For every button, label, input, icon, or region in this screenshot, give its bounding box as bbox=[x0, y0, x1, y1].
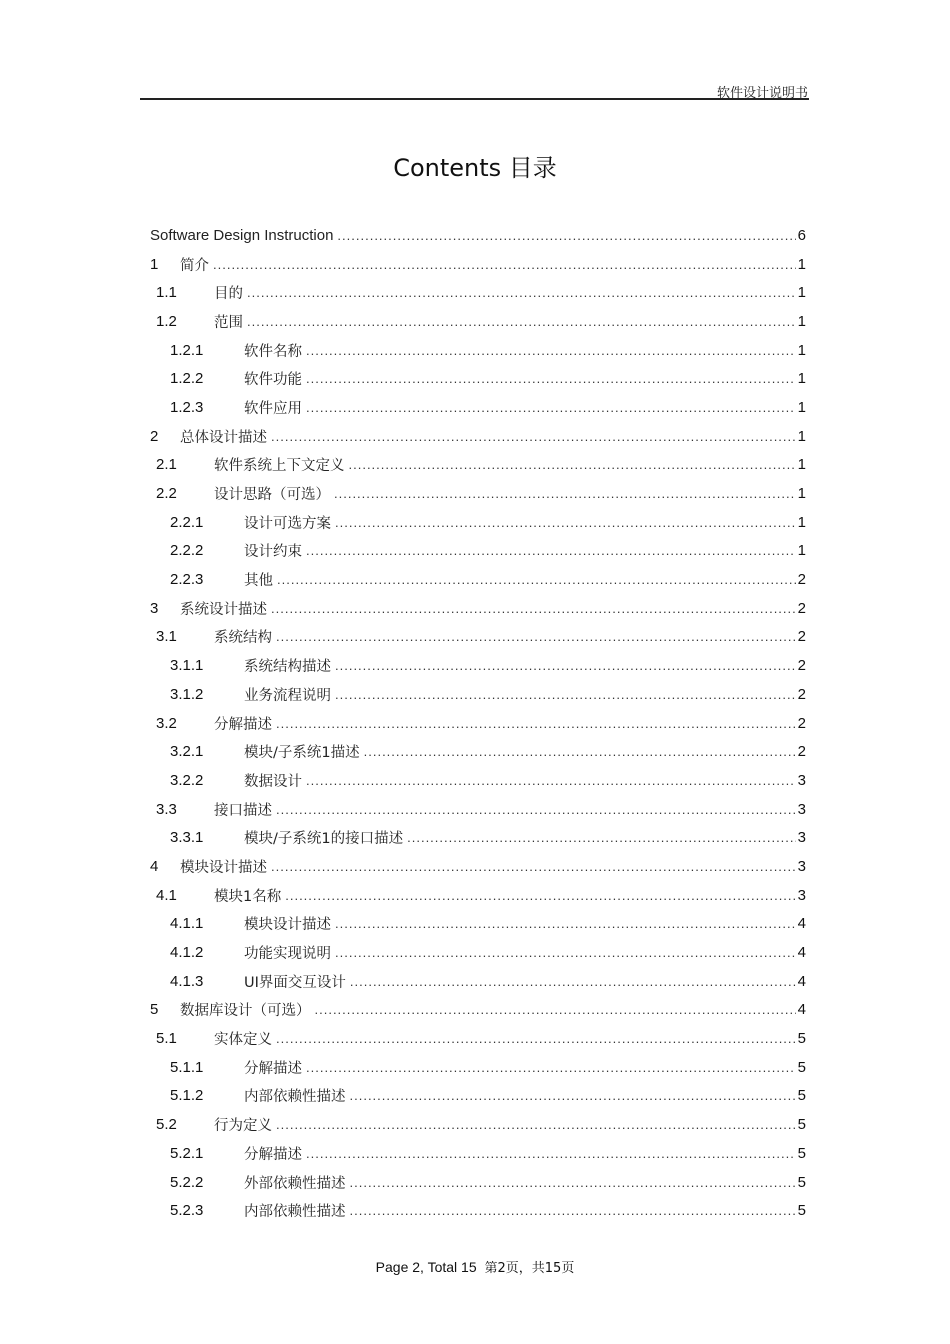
toc-entry-label: 接口描述 bbox=[214, 802, 272, 819]
toc-entry-page: 1 bbox=[797, 427, 806, 445]
toc-leader-dots bbox=[306, 1060, 796, 1075]
toc-leader-dots bbox=[271, 429, 796, 444]
toc-leader-dots bbox=[315, 1002, 796, 1017]
toc-entry-number: 3.3.1 bbox=[170, 829, 204, 847]
toc-entry-page: 4 bbox=[797, 1001, 806, 1019]
toc-leader-dots bbox=[364, 744, 796, 759]
toc-entry[interactable] bbox=[150, 766, 806, 795]
toc-entry[interactable] bbox=[150, 479, 806, 508]
toc-entry-page: 2 bbox=[797, 714, 806, 732]
toc-entry-label: 软件功能 bbox=[244, 372, 302, 389]
toc-entry-number: 5.2.3 bbox=[170, 1202, 204, 1220]
toc-entry-number: 2 bbox=[150, 427, 159, 445]
running-header: 软件设计说明书 bbox=[716, 86, 808, 101]
toc-entry-number: 3.2 bbox=[156, 714, 177, 732]
toc-entry-label: 内部依赖性描述 bbox=[244, 1089, 346, 1106]
toc-entry-number: 5.1.1 bbox=[170, 1058, 204, 1076]
toc-leader-dots bbox=[285, 888, 795, 903]
toc-entry-page: 1 bbox=[797, 485, 806, 503]
toc-entry-label: 模块设计描述 bbox=[180, 859, 267, 876]
toc-entry-label: 分解描述 bbox=[244, 1146, 302, 1163]
toc-leader-dots bbox=[306, 1146, 796, 1161]
toc-entry-label: 软件系统上下文定义 bbox=[214, 458, 345, 475]
toc-entry-label: 分解描述 bbox=[214, 716, 272, 733]
toc-entry-number: 5 bbox=[150, 1001, 159, 1019]
toc-leader-dots bbox=[247, 314, 796, 329]
toc-entry[interactable] bbox=[150, 250, 806, 279]
toc-entry-label: 系统结构描述 bbox=[244, 659, 331, 676]
toc-entry-label: 行为定义 bbox=[214, 1118, 272, 1135]
toc-entry-number: 2.2.3 bbox=[170, 571, 204, 589]
toc-leader-dots bbox=[350, 1175, 796, 1190]
toc-entry[interactable] bbox=[150, 278, 806, 307]
toc-entry-number: 5.2.2 bbox=[170, 1173, 204, 1191]
toc-leader-dots bbox=[247, 285, 796, 300]
toc-entry-page: 1 bbox=[797, 370, 806, 388]
toc-leader-dots bbox=[407, 830, 796, 845]
toc-entry[interactable] bbox=[150, 1082, 806, 1111]
toc-entry-label: 目的 bbox=[214, 286, 243, 303]
toc-leader-dots bbox=[335, 916, 796, 931]
toc-leader-dots bbox=[350, 1088, 796, 1103]
toc-leader-dots bbox=[306, 773, 796, 788]
toc-entry[interactable] bbox=[150, 364, 806, 393]
toc-entry-number: 5.2.1 bbox=[170, 1144, 204, 1162]
toc-entry-number: 3.1.2 bbox=[170, 685, 204, 703]
toc-entry-page: 2 bbox=[797, 685, 806, 703]
toc-entry[interactable] bbox=[150, 1168, 806, 1197]
toc-entry-number: 1.2.1 bbox=[170, 341, 204, 359]
toc-entry-number: 3 bbox=[150, 599, 159, 617]
toc-entry[interactable] bbox=[150, 680, 806, 709]
toc-entry-number: 1.2.3 bbox=[170, 398, 204, 416]
toc-leader-dots bbox=[335, 945, 796, 960]
toc-entry[interactable] bbox=[150, 393, 806, 422]
toc-entry-page: 3 bbox=[797, 886, 806, 904]
toc-leader-dots bbox=[306, 343, 796, 358]
toc-entry-number: 3.2.2 bbox=[170, 771, 204, 789]
toc-leader-dots bbox=[276, 802, 796, 817]
toc-entry-number: 1.1 bbox=[156, 284, 177, 302]
toc-entry-page: 5 bbox=[797, 1144, 806, 1162]
toc-entry-label: 模块设计描述 bbox=[244, 917, 331, 934]
toc-entry-label: 其他 bbox=[244, 573, 273, 590]
toc-entry[interactable] bbox=[150, 651, 806, 680]
toc-entry-number: 4.1.3 bbox=[170, 972, 204, 990]
toc-entry[interactable] bbox=[150, 451, 806, 480]
toc-leader-dots bbox=[276, 1117, 796, 1132]
toc-entry-number: 3.1 bbox=[156, 628, 177, 646]
toc-entry-page: 2 bbox=[797, 571, 806, 589]
toc-entry-label: 设计约束 bbox=[244, 544, 302, 561]
toc-entry-label: 数据设计 bbox=[244, 773, 302, 790]
toc-entry[interactable] bbox=[150, 565, 806, 594]
footer-page-cn: 第2页，共15页 bbox=[484, 1261, 575, 1276]
page-title: Contents 目录 bbox=[393, 154, 557, 182]
toc-entry[interactable] bbox=[150, 508, 806, 537]
toc-entry[interactable] bbox=[150, 1053, 806, 1082]
toc-entry[interactable] bbox=[150, 795, 806, 824]
toc-entry-label: 软件名称 bbox=[244, 343, 302, 360]
toc-entry[interactable] bbox=[150, 594, 806, 623]
toc-entry-page: 5 bbox=[797, 1058, 806, 1076]
toc-entry[interactable] bbox=[150, 307, 806, 336]
toc-entry-label: 模块/子系统1描述 bbox=[244, 745, 360, 762]
toc-entry[interactable] bbox=[150, 881, 806, 910]
toc-entry-label: 业务流程说明 bbox=[244, 687, 331, 704]
toc-leader-dots bbox=[334, 486, 796, 501]
footer-page-en: Page 2, Total 15 bbox=[375, 1259, 477, 1275]
toc-entry[interactable] bbox=[150, 422, 806, 451]
toc-entry-page: 2 bbox=[797, 657, 806, 675]
toc-entry-number: 3.1.1 bbox=[170, 657, 204, 675]
toc-entry[interactable] bbox=[150, 967, 806, 996]
toc-entry-page: 5 bbox=[797, 1173, 806, 1191]
toc-entry-number: 3.3 bbox=[156, 800, 177, 818]
toc-entry-label: UI界面交互设计 bbox=[244, 974, 346, 991]
toc-entry-page: 2 bbox=[797, 628, 806, 646]
toc-entry-label: 功能实现说明 bbox=[244, 946, 331, 963]
toc-entry-page: 1 bbox=[797, 542, 806, 560]
toc-entry-label: 内部依赖性描述 bbox=[244, 1204, 346, 1221]
toc-entry-number: 5.1 bbox=[156, 1030, 177, 1048]
toc-entry-number: 5.1.2 bbox=[170, 1087, 204, 1105]
toc-entry[interactable] bbox=[150, 221, 806, 250]
toc-entry-number: 3.2.1 bbox=[170, 743, 204, 761]
toc-entry-label: 模块1名称 bbox=[214, 888, 282, 905]
toc-entry-page: 6 bbox=[797, 226, 806, 244]
toc-entry[interactable] bbox=[150, 1139, 806, 1168]
toc-entry-label: 实体定义 bbox=[214, 1032, 272, 1049]
toc-entry-page: 4 bbox=[797, 915, 806, 933]
toc-entry-page: 1 bbox=[797, 513, 806, 531]
toc-entry-label: 系统设计描述 bbox=[180, 601, 267, 618]
toc-entry-page: 1 bbox=[797, 456, 806, 474]
toc-entry[interactable] bbox=[150, 1196, 806, 1225]
toc-entry-label: 软件应用 bbox=[244, 400, 302, 417]
toc-leader-dots bbox=[306, 543, 796, 558]
page-footer bbox=[0, 1257, 950, 1276]
toc-entry[interactable] bbox=[150, 336, 806, 365]
toc-entry-label: 分解描述 bbox=[244, 1060, 302, 1077]
table-of-contents bbox=[150, 221, 806, 1225]
toc-entry-page: 2 bbox=[797, 599, 806, 617]
toc-entry-page: 4 bbox=[797, 972, 806, 990]
toc-leader-dots bbox=[276, 716, 796, 731]
toc-entry-label: 简介 bbox=[180, 257, 209, 274]
toc-entry[interactable] bbox=[150, 938, 806, 967]
toc-entry[interactable] bbox=[150, 623, 806, 652]
toc-entry-page: 1 bbox=[797, 255, 806, 273]
toc-leader-dots bbox=[276, 629, 796, 644]
toc-leader-dots bbox=[335, 687, 796, 702]
toc-entry-label: 数据库设计（可选） bbox=[180, 1003, 311, 1020]
toc-entry-page: 3 bbox=[797, 800, 806, 818]
toc-entry-number: 4 bbox=[150, 857, 159, 875]
toc-leader-dots bbox=[349, 457, 796, 472]
toc-entry-number: 4.1.2 bbox=[170, 944, 204, 962]
toc-entry-page: 1 bbox=[797, 398, 806, 416]
toc-entry[interactable] bbox=[150, 996, 806, 1025]
toc-entry-number: 2.1 bbox=[156, 456, 177, 474]
toc-leader-dots bbox=[335, 515, 796, 530]
toc-entry-number: 2.2 bbox=[156, 485, 177, 503]
toc-entry-number: 1.2.2 bbox=[170, 370, 204, 388]
toc-entry-page: 3 bbox=[797, 829, 806, 847]
toc-entry-number: 4.1.1 bbox=[170, 915, 204, 933]
toc-entry[interactable] bbox=[150, 852, 806, 881]
toc-leader-dots bbox=[271, 601, 796, 616]
toc-entry[interactable] bbox=[150, 737, 806, 766]
toc-entry-number: 2.2.2 bbox=[170, 542, 204, 560]
toc-entry-number: 4.1 bbox=[156, 886, 177, 904]
toc-entry[interactable] bbox=[150, 1024, 806, 1053]
toc-entry-page: 1 bbox=[797, 312, 806, 330]
toc-leader-dots bbox=[213, 257, 796, 272]
toc-entry-page: 4 bbox=[797, 944, 806, 962]
toc-entry[interactable] bbox=[150, 1110, 806, 1139]
toc-entry-number: 2.2.1 bbox=[170, 513, 204, 531]
toc-leader-dots bbox=[271, 859, 796, 874]
toc-leader-dots bbox=[306, 400, 796, 415]
toc-leader-dots bbox=[277, 572, 796, 587]
toc-entry-label: 设计思路（可选） bbox=[214, 487, 330, 504]
toc-entry-page: 3 bbox=[797, 857, 806, 875]
toc-leader-dots bbox=[337, 228, 795, 243]
toc-entry-page: 5 bbox=[797, 1202, 806, 1220]
toc-leader-dots bbox=[350, 1203, 796, 1218]
toc-leader-dots bbox=[306, 371, 796, 386]
toc-entry-label: 总体设计描述 bbox=[180, 429, 267, 446]
toc-entry-page: 1 bbox=[797, 284, 806, 302]
toc-entry-number: 1 bbox=[150, 255, 159, 273]
toc-entry-page: 5 bbox=[797, 1116, 806, 1134]
toc-entry-label: 范围 bbox=[214, 314, 243, 331]
toc-entry[interactable] bbox=[150, 709, 806, 738]
toc-entry-label: 模块/子系统1的接口描述 bbox=[244, 831, 404, 848]
toc-entry-number: 5.2 bbox=[156, 1116, 177, 1134]
toc-entry-page: 5 bbox=[797, 1087, 806, 1105]
toc-entry-page: 3 bbox=[797, 771, 806, 789]
toc-entry-page: 2 bbox=[797, 743, 806, 761]
toc-leader-dots bbox=[350, 974, 796, 989]
toc-leader-dots bbox=[276, 1031, 796, 1046]
toc-entry-label: Software Design Instruction bbox=[150, 226, 334, 244]
toc-entry-page: 1 bbox=[797, 341, 806, 359]
toc-entry-page: 5 bbox=[797, 1030, 806, 1048]
toc-entry-number: 1.2 bbox=[156, 312, 177, 330]
toc-entry[interactable] bbox=[150, 537, 806, 566]
toc-entry-label: 外部依赖性描述 bbox=[244, 1175, 346, 1192]
toc-leader-dots bbox=[335, 658, 796, 673]
toc-entry-label: 系统结构 bbox=[214, 630, 272, 647]
toc-entry[interactable] bbox=[150, 910, 806, 939]
header-divider bbox=[140, 98, 809, 100]
toc-entry[interactable] bbox=[150, 823, 806, 852]
toc-entry-label: 设计可选方案 bbox=[244, 515, 331, 532]
